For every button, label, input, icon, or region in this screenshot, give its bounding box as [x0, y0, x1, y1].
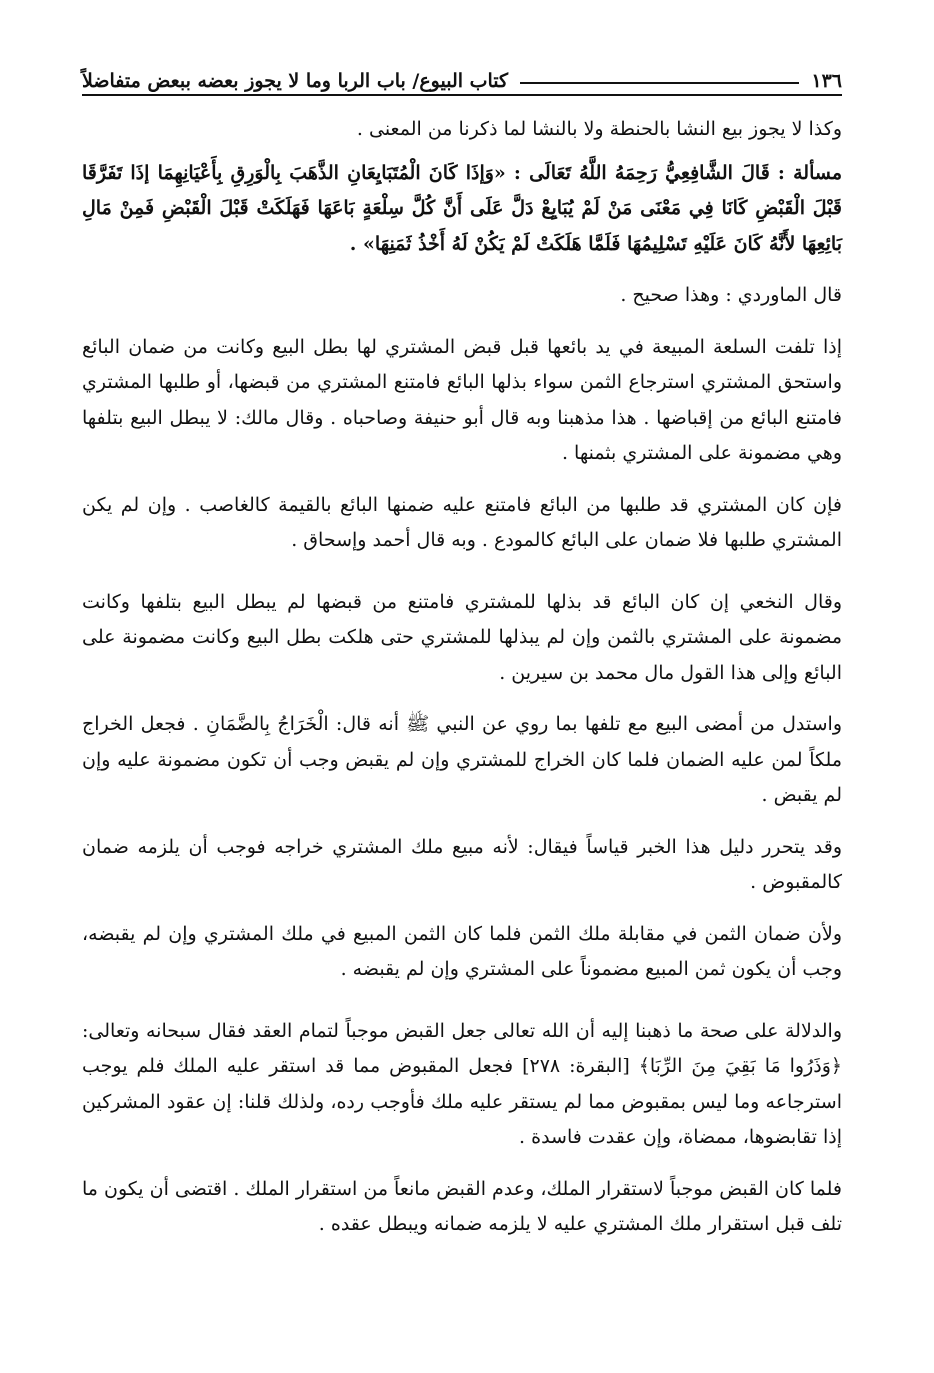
paragraph-mawardi: قال الماوردي : وهذا صحيح .: [620, 284, 842, 306]
header-underline: [82, 94, 842, 96]
page-number: ١٣٦: [811, 70, 842, 92]
header-rule: [520, 82, 799, 84]
paragraph-dalala: والدلالة على صحة ما ذهبنا إليه أن الله تعالى جعل القبض موجباً لتمام العقد فقال سبحانه وتعالى: ﴿وَذَرُوا مَا بَقِيَ مِنَ الرِّبَا﴾ [البقرة: ٢٧٨] فجعل المقبوض مما قد استقر عليه الملك فلم يوجب استرجاعه وما ليس بمقبوض مما لم يستقر عليه ملك فأوجب رده، ولذلك قلنا: إن عقود المشركين إذا تقابضوها، ممضاة، وإن عقدت فاسدة .: [82, 1019, 843, 1148]
running-header: [82, 62, 842, 94]
book-page: [82, 62, 842, 1243]
paragraph-talaf: إذا تلفت السلعة المبيعة في يد بائعها قبل قبض المشتري لها بطل البيع وكانت من ضمان البائع واستحق المشتري استرجاع الثمن سواء بذلها البائع فامتنع المشتري من قبضها، أو طلبها المشتري فامتنع البائع من إقباضها . هذا مذهبنا وبه قال أبو حنيفة وصاحباه . وقال مالك: لا يبطل البيع بتلفها وهي مضمونة على المشتري بثمنها .: [82, 335, 842, 464]
paragraph-ghasib: فإن كان المشتري قد طلبها من البائع فامتنع عليه ضمنها البائع بالقيمة كالغاصب . وإن لم يكن المشتري طلبها فلا ضمان على البائع كالمودع . وبه قال أحمد وإسحاق .: [82, 493, 842, 551]
paragraph-istiqrar: فلما كان القبض موجباً لاستقرار الملك، وعدم القبض مانعاً من استقرار الملك . اقتضى أن يكون ما تلف قبل استقرار ملك المشتري عليه لا يلزمه ضمانه ويبطل عقده .: [82, 1177, 842, 1235]
paragraph-qiyas: وقد يتحرر دليل هذا الخبر قياساً فيقال: لأنه مبيع ملك المشتري خراجه فوجب أن يلزمه ضمان كالمقبوض .: [82, 835, 842, 893]
running-title: كتاب البيوع/ باب الربا وما لا يجوز بعضه ببعض متفاضلاً: [82, 70, 509, 92]
paragraph-daman-thaman: ولأن ضمان الثمن في مقابلة ملك الثمن فلما كان الثمن المبيع في ملك المشتري وإن لم يقبضه، وجب أن يكون ثمن المبيع مضموناً على المشتري وإن لم يقبضه .: [82, 922, 842, 980]
paragraph-masala: مسألة : قَالَ الشَّافِعِيُّ رَحِمَهُ اللَّهُ تَعَالَى : «وَإذَا كَانَ الْمُتَبَايِعَانِ الذَّهَبَ بِالْوَرِقِ بِأَعْيَانِهِمَا إذَا تَفَرَّقَا قَبْلَ الْقَبْضِ كَانَا فِي مَعْنَى مَنْ لَمْ يُبَايِعْ دَلَّ عَلَى أَنَّ كُلَّ سِلْعَةٍ بَاعَهَا فَهَلَكَتْ قَبْلَ الْقَبْضِ فَمِنْ مَالِ بَائِعِهَا لأَنَّهُ كَانَ عَلَيْهِ تَسْلِيمُهَا فَلَمَّا هَلَكَتْ لَمْ يَكُنْ لَهُ أَخْذُ ثَمَنِهَا» .: [82, 161, 842, 255]
paragraph-kharaj: واستدل من أمضى البيع مع تلفها بما روي عن النبي ﷺ أنه قال: الْخَرَاجُ بِالضَّمَانِ . فجعل الخراج ملكاً لمن عليه الضمان فلما كان الخراج للمشتري وإن لم يقبض وجب أن تكون مضمونة عليه وإن لم يقبض .: [82, 713, 842, 806]
paragraph-nasha: وكذا لا يجوز بيع النشا بالحنطة ولا بالنشا لما ذكرنا من المعنى .: [356, 118, 842, 140]
paragraph-nakhai: وقال النخعي إن كان البائع قد بذلها للمشتري فامتنع من قبضها لم يبطل البيع بتلفها وكانت مضمونة على المشتري بالثمن وإن لم يبذلها للمشتري حتى هلكت بطل البيع وكانت مضمونة على البائع وإلى هذا القول مال محمد بن سيرين .: [82, 590, 842, 684]
